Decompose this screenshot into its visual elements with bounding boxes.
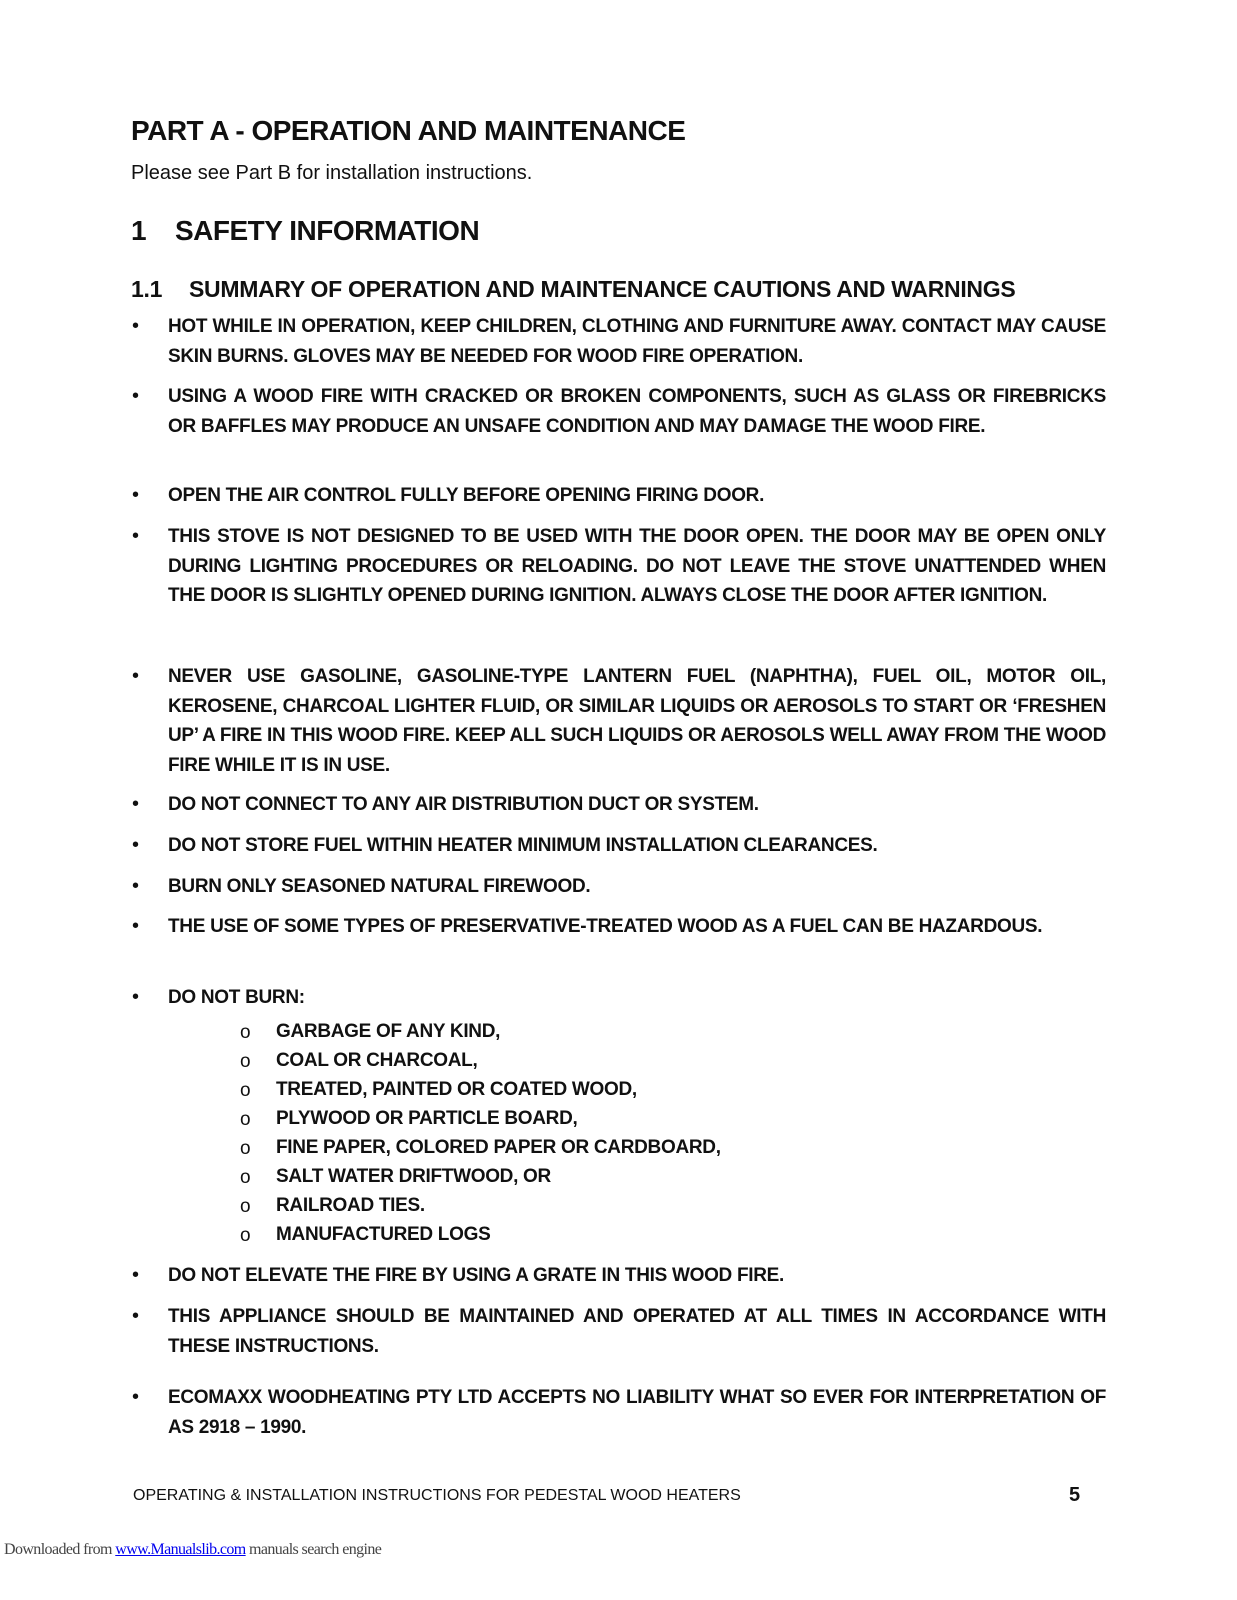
do-not-burn-item: o RAILROAD TIES.	[276, 1191, 425, 1220]
sub-bullet-marker: o	[240, 1167, 251, 1188]
do-not-burn-item: o COAL OR CHARCOAL,	[276, 1046, 477, 1075]
subsection-number: 1.1	[131, 276, 163, 302]
section-number: 1	[131, 215, 147, 246]
warning-bullet: • DO NOT ELEVATE THE FIRE BY USING A GRATE IN THIS WOOD FIRE.	[168, 1261, 1106, 1291]
warning-bullet: • BURN ONLY SEASONED NATURAL FIREWOOD.	[168, 872, 1106, 902]
download-prefix: Downloaded from	[4, 1541, 116, 1558]
do-not-burn-item: o TREATED, PAINTED OR COATED WOOD,	[276, 1075, 637, 1104]
download-suffix: manuals search engine	[245, 1541, 382, 1558]
page-number: 5	[1069, 1484, 1081, 1506]
warning-bullet: • OPEN THE AIR CONTROL FULLY BEFORE OPENING FIRING DOOR.	[168, 481, 1106, 511]
warning-bullet: • THE USE OF SOME TYPES OF PRESERVATIVE-TREATED WOOD AS A FUEL CAN BE HAZARDOUS.	[168, 912, 1106, 942]
sub-bullet-marker: o	[240, 1051, 251, 1072]
warning-bullet: • DO NOT BURN:	[168, 983, 1106, 1013]
warning-bullet: • ECOMAXX WOODHEATING PTY LTD ACCEPTS NO LIABILITY WHAT SO EVER FOR INTERPRETATION OF AS 2918 – 1990.	[168, 1383, 1106, 1442]
do-not-burn-item: o FINE PAPER, COLORED PAPER OR CARDBOARD,	[276, 1133, 721, 1162]
warning-bullet: • NEVER USE GASOLINE, GASOLINE-TYPE LANTERN FUEL (NAPHTHA), FUEL OIL, MOTOR OIL, KEROSENE, CHARCOAL LIGHTER FLUID, OR SIMILAR LIQUIDS OR AEROSOLS TO START OR ‘FRESHEN UP’ A FIRE IN THIS WOOD FIRE. KEEP ALL SUCH LIQUIDS OR AEROSOLS WELL AWAY FROM THE WOOD FIRE WHILE IT IS IN USE.	[168, 662, 1106, 780]
sub-bullet-marker: o	[240, 1022, 251, 1043]
warning-bullet: • USING A WOOD FIRE WITH CRACKED OR BROKEN COMPONENTS, SUCH AS GLASS OR FIREBRICKS OR BAFFLES MAY PRODUCE AN UNSAFE CONDITION AND MAY DAMAGE THE WOOD FIRE.	[168, 382, 1106, 441]
sub-bullet-marker: o	[240, 1225, 251, 1246]
sub-bullet-marker: o	[240, 1138, 251, 1159]
warning-bullet: • DO NOT STORE FUEL WITHIN HEATER MINIMUM INSTALLATION CLEARANCES.	[168, 831, 1106, 861]
warning-bullet: • HOT WHILE IN OPERATION, KEEP CHILDREN, CLOTHING AND FURNITURE AWAY. CONTACT MAY CAUSE SKIN BURNS. GLOVES MAY BE NEEDED FOR WOOD FIRE OPERATION.	[168, 312, 1106, 371]
do-not-burn-item: o MANUFACTURED LOGS	[276, 1220, 490, 1249]
sub-bullet-marker: o	[240, 1109, 251, 1130]
sub-bullet-marker: o	[240, 1196, 251, 1217]
do-not-burn-item: o PLYWOOD OR PARTICLE BOARD,	[276, 1104, 578, 1133]
sub-bullet-marker: o	[240, 1080, 251, 1101]
section-title: SAFETY INFORMATION	[175, 215, 480, 246]
subsection-title: SUMMARY OF OPERATION AND MAINTENANCE CAUTIONS AND WARNINGS	[189, 276, 1016, 302]
subsection-heading	[131, 276, 1015, 303]
manualslib-link[interactable]: www.Manualslib.com	[115, 1541, 246, 1558]
warning-bullet: • THIS STOVE IS NOT DESIGNED TO BE USED WITH THE DOOR OPEN. THE DOOR MAY BE OPEN ONLY DURING LIGHTING PROCEDURES OR RELOADING. DO NOT LEAVE THE STOVE UNATTENDED WHEN THE DOOR IS SLIGHTLY OPENED DURING IGNITION. ALWAYS CLOSE THE DOOR AFTER IGNITION.	[168, 522, 1106, 611]
warning-bullet: • DO NOT CONNECT TO ANY AIR DISTRIBUTION DUCT OR SYSTEM.	[168, 790, 1106, 820]
do-not-burn-item: o SALT WATER DRIFTWOOD, OR	[276, 1162, 551, 1191]
footer-text: OPERATING & INSTALLATION INSTRUCTIONS FOR PEDESTAL WOOD HEATERS	[133, 1487, 741, 1504]
do-not-burn-item: o GARBAGE OF ANY KIND,	[276, 1017, 500, 1046]
section-heading	[131, 215, 479, 247]
part-title: PART A - OPERATION AND MAINTENANCE	[131, 115, 686, 146]
download-note	[4, 1541, 381, 1559]
part-subtitle: Please see Part B for installation instructions.	[131, 162, 533, 184]
warning-bullet: • THIS APPLIANCE SHOULD BE MAINTAINED AND OPERATED AT ALL TIMES IN ACCORDANCE WITH THESE INSTRUCTIONS.	[168, 1302, 1106, 1361]
